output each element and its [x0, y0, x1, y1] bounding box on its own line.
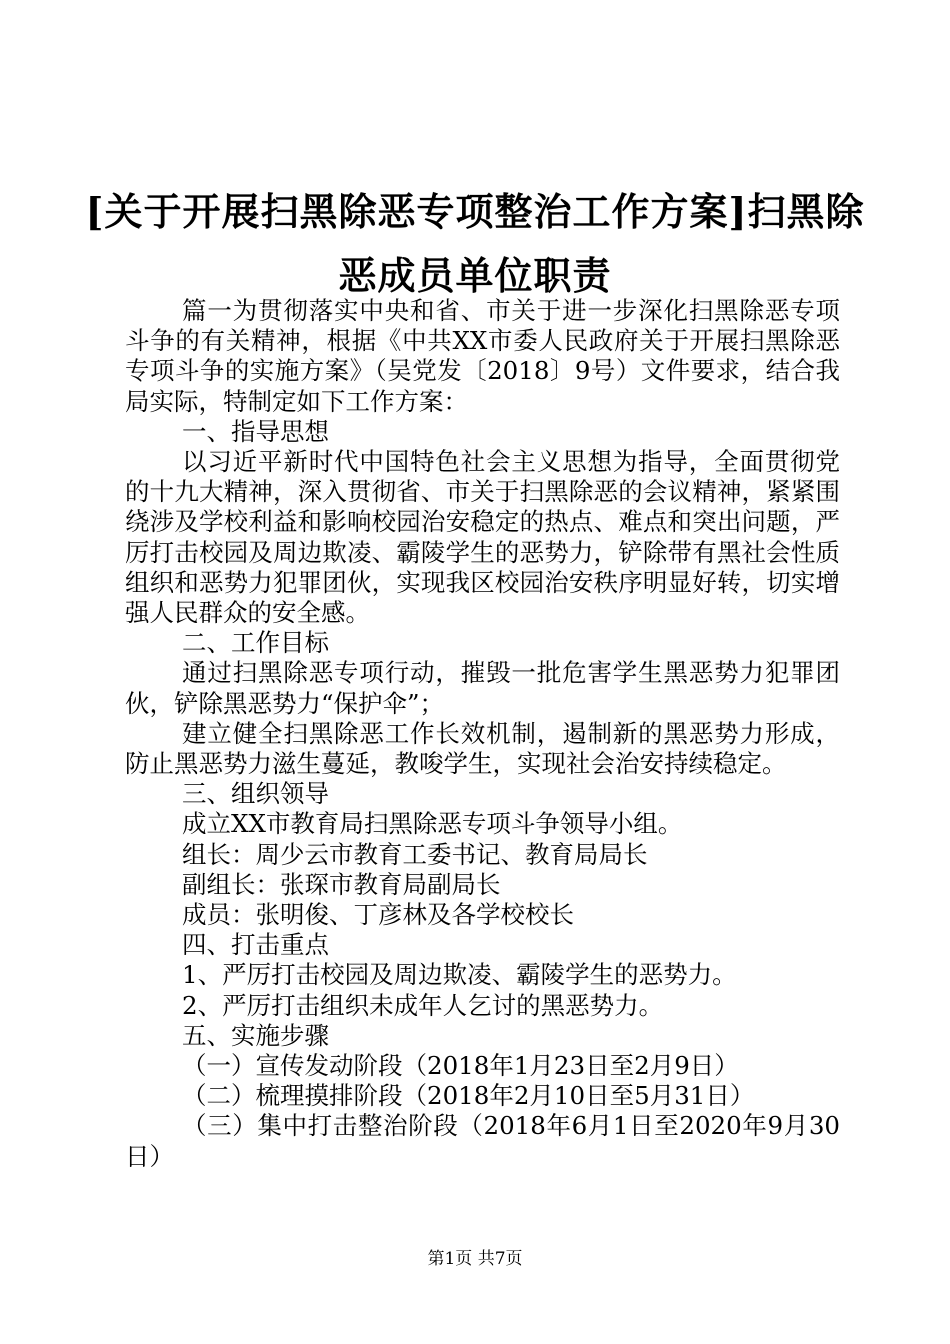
step-2: （二）梳理摸排阶段（2018年2月10日至5月31日）	[182, 1081, 755, 1111]
title-line-2: 恶成员单位职责	[338, 253, 612, 298]
organization-leader: 组长：周少云市教育工委书记、教育局局长	[182, 839, 648, 869]
work-goals-paragraph-1: 通过扫黑除恶专项行动，摧毁一批危害学生黑恶势力犯罪团伙，铲除黑恶势力“保护伞”；	[125, 658, 840, 718]
organization-members: 成员：张明俊、丁彦林及各学校校长	[182, 900, 574, 930]
section-heading-guiding-ideology: 一、指导思想	[182, 416, 329, 446]
section-heading-work-goals: 二、工作目标	[182, 628, 329, 658]
section-heading-key-targets: 四、打击重点	[182, 930, 329, 960]
guiding-ideology-paragraph: 以习近平新时代中国特色社会主义思想为指导，全面贯彻党的十九大精神，深入贯彻省、市关于扫黑除恶的会议精神，紧紧围绕涉及学校利益和影响校园治安稳定的热点、难点和突出问题，严厉打击校园及周边欺凌、霸陵学生的恶势力，铲除带有黑社会性质组织和恶势力犯罪团伙，实现我区校园治安秩序明显好转，切实增强人民群众的安全感。	[125, 447, 840, 628]
key-target-2: 2、严厉打击组织未成年人乞讨的黑恶势力。	[182, 990, 664, 1020]
document-title	[70, 180, 880, 308]
title-line-1: [关于开展扫黑除恶专项整治工作方案]扫黑除	[85, 189, 865, 234]
step-3: （三）集中打击整治阶段（2018年6月1日至2020年9月30日）	[125, 1111, 840, 1171]
step-1: （一）宣传发动阶段（2018年1月23日至2月9日）	[182, 1051, 739, 1081]
organization-line-1: 成立XX市教育局扫黑除恶专项斗争领导小组。	[182, 809, 683, 839]
key-target-1: 1、严厉打击校园及周边欺凌、霸陵学生的恶势力。	[182, 960, 737, 990]
page-footer: 第1页 共7页	[427, 1249, 523, 1269]
organization-deputy-leader: 副组长：张琛市教育局副局长	[182, 869, 501, 899]
document-body	[125, 296, 840, 1172]
section-heading-organization: 三、组织领导	[182, 779, 329, 809]
section-heading-implementation-steps: 五、实施步骤	[182, 1020, 329, 1050]
work-goals-paragraph-2: 建立健全扫黑除恶工作长效机制，遏制新的黑恶势力形成，防止黑恶势力滋生蔓延，教唆学生，实现社会治安持续稳定。	[125, 718, 840, 779]
intro-paragraph: 篇一为贯彻落实中央和省、市关于进一步深化扫黑除恶专项斗争的有关精神，根据《中共XX市委人民政府关于开展扫黑除恶专项斗争的实施方案》（吴党发〔2018〕9号）文件要求，结合我局实际，特制定如下工作方案：	[125, 296, 840, 416]
